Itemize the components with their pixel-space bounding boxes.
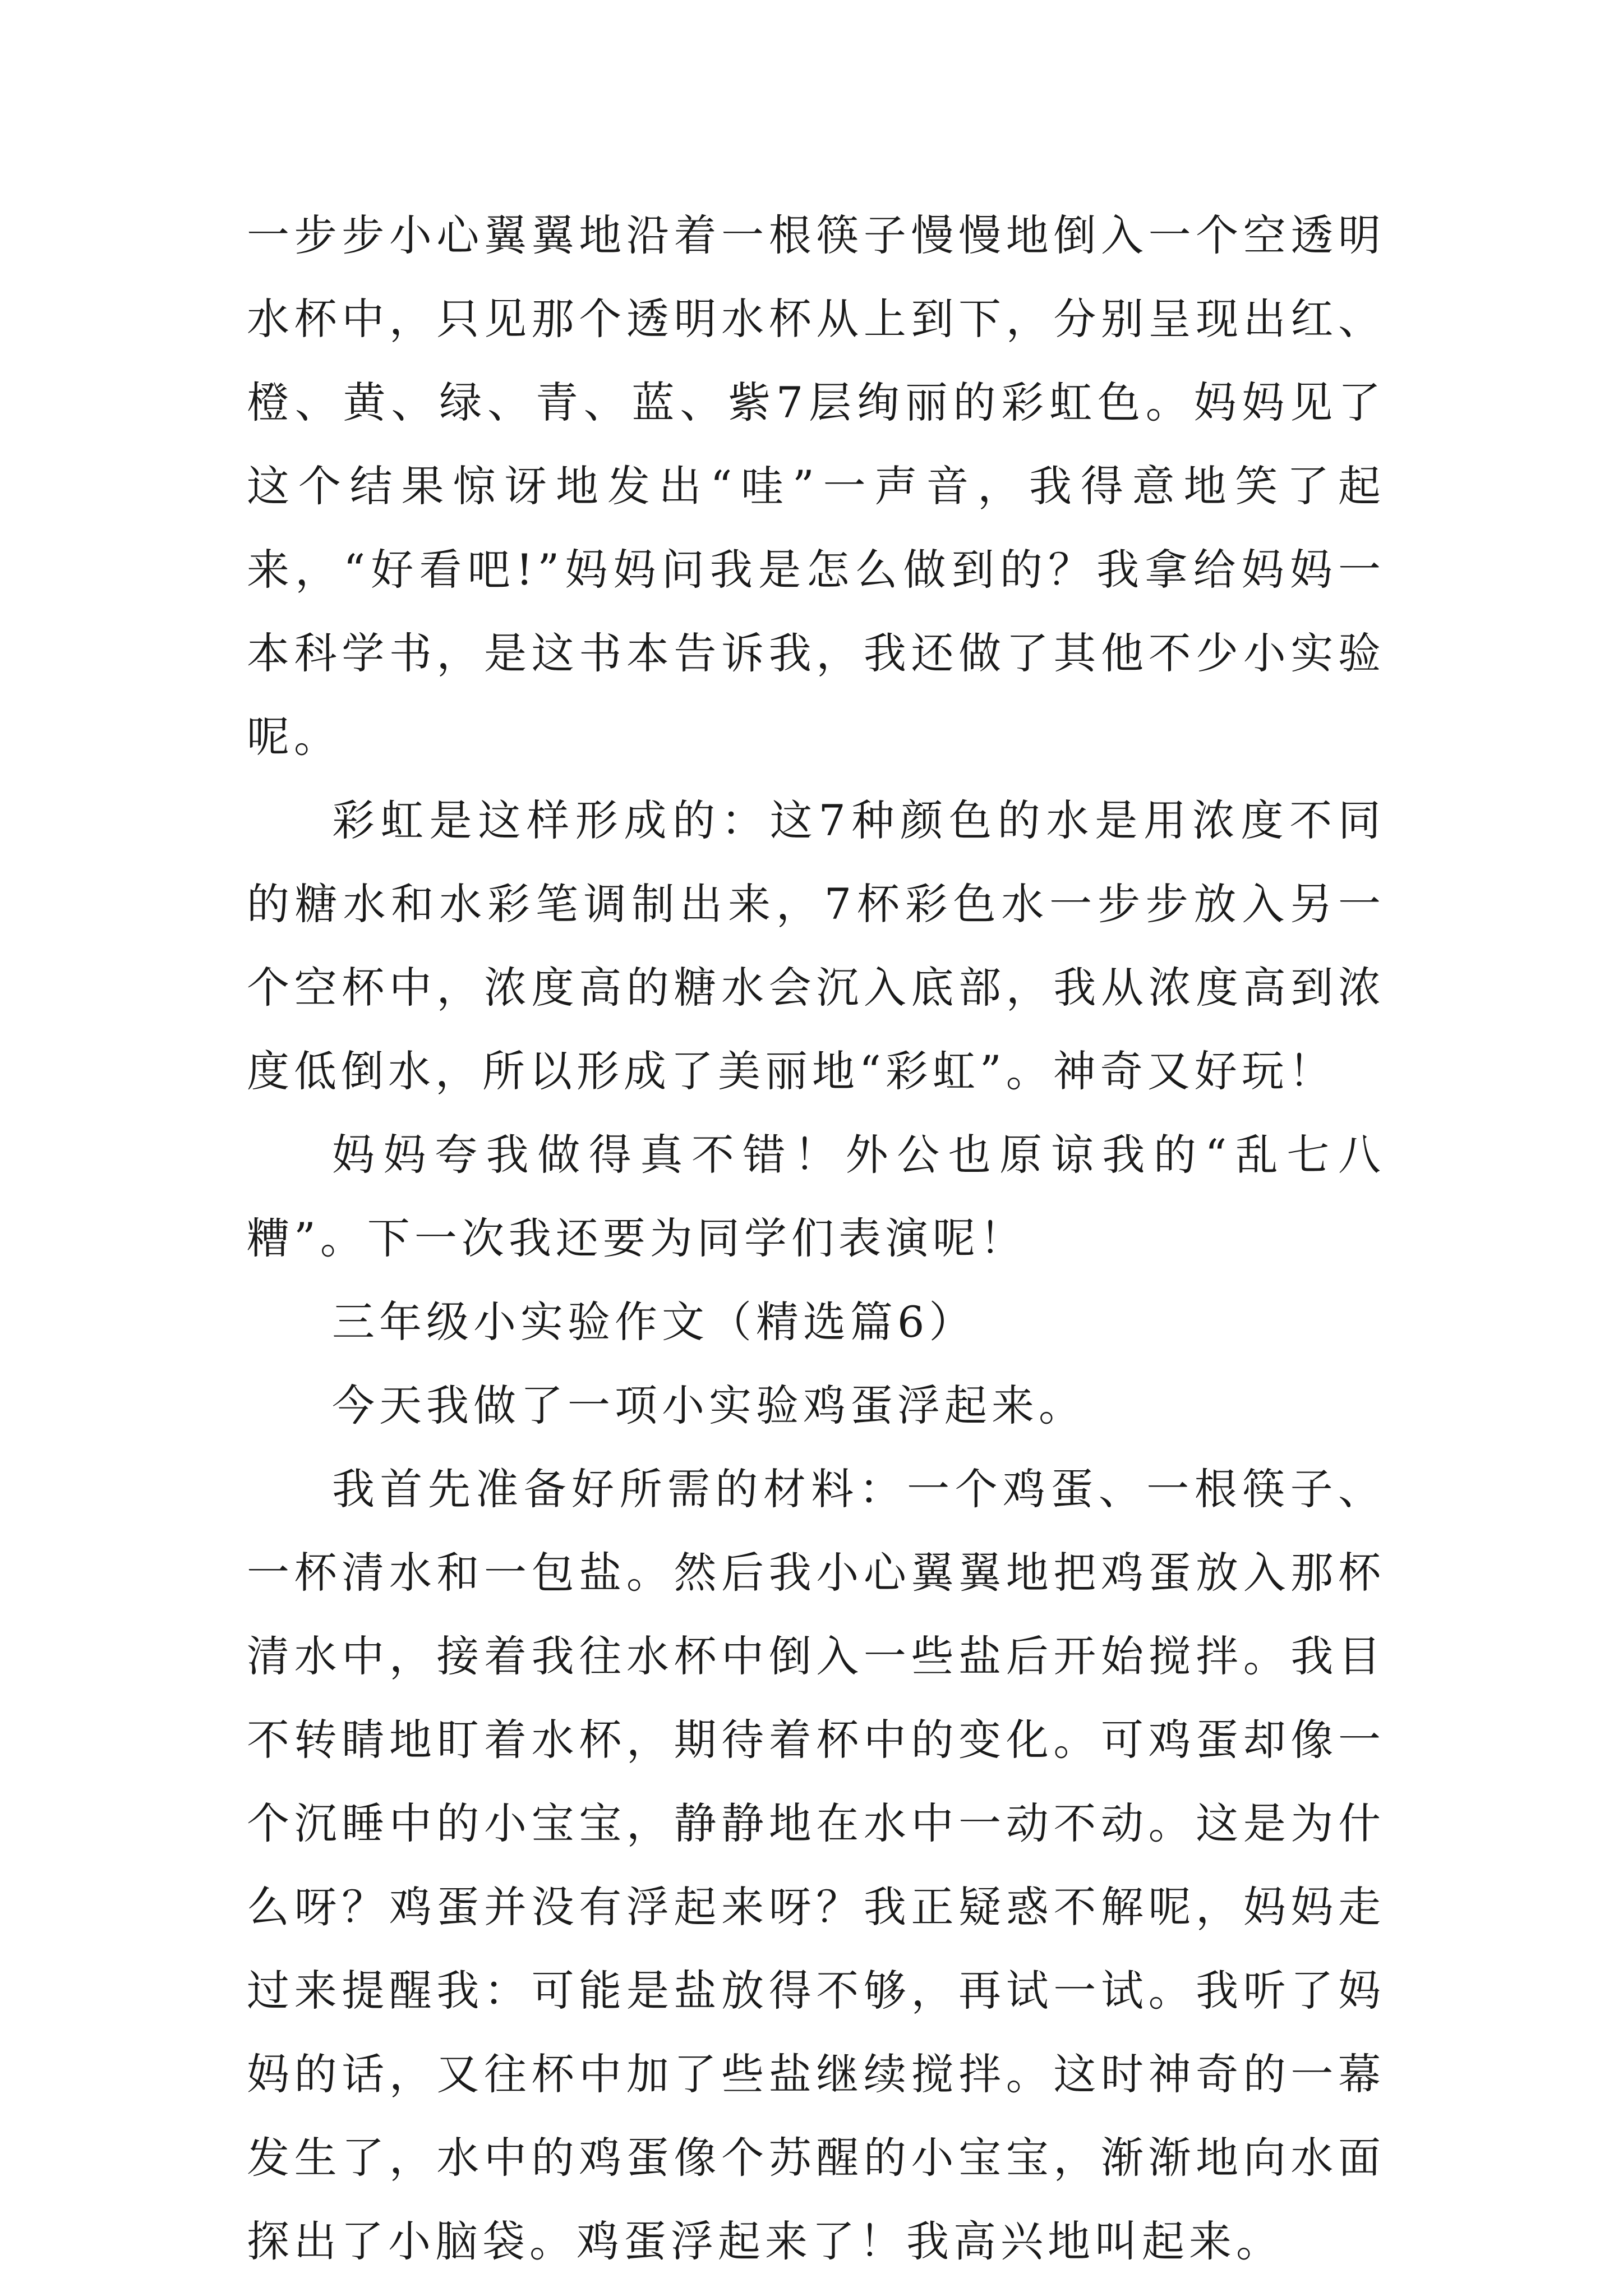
paragraph-mother-praise: 妈妈夸我做得真不错！外公也原谅我的“乱七八糟”。下一次我还要为同学们表演呢！ xyxy=(247,1130,1385,1263)
paragraph-egg-intro: 今天我做了一项小实验鸡蛋浮起来。 xyxy=(332,1381,1086,1430)
document-body xyxy=(247,194,1385,2283)
section-heading-essay-6: 三年级小实验作文（精选篇6） xyxy=(332,1297,976,1347)
paragraph-rainbow-experiment-continued: 一步步小心翼翼地沿着一根筷子慢慢地倒入一个空透明水杯中，只见那个透明水杯从上到下，分别呈现出红、橙、黄、绿、青、蓝、紫7层绚丽的彩虹色。妈妈见了这个结果惊讶地发出“哇”一声音，我得意地笑了起来，“好看吧!”妈妈问我是怎么做到的？我拿给妈妈一本科学书，是这书本告诉我，我还做了其他不少小实验呢。 xyxy=(247,210,1385,762)
paragraph-egg-experiment: 我首先准备好所需的材料：一个鸡蛋、一根筷子、一杯清水和一包盐。然后我小心翼翼地把鸡蛋放入那杯清水中，接着我往水杯中倒入一些盐后开始搅拌。我目不转睛地盯着水杯，期待着杯中的变化。可鸡蛋却像一个沉睡中的小宝宝，静静地在水中一动不动。这是为什么呀？鸡蛋并没有浮起来呀？我正疑惑不解呢，妈妈走过来提醒我：可能是盐放得不够，再试一试。我听了妈妈的话，又往杯中加了些盐继续搅拌。这时神奇的一幕发生了，水中的鸡蛋像个苏醒的小宝宝，渐渐地向水面探出了小脑袋。鸡蛋浮起来了！我高兴地叫起来。 xyxy=(247,1464,1385,2266)
paragraph-rainbow-explanation: 彩虹是这样形成的：这7种颜色的水是用浓度不同的糖水和水彩笔调制出来，7杯彩色水一步步放入另一个空杯中，浓度高的糖水会沉入底部，我从浓度高到浓度低倒水，所以形成了美丽地“彩虹”。神奇又好玩！ xyxy=(247,795,1385,1096)
